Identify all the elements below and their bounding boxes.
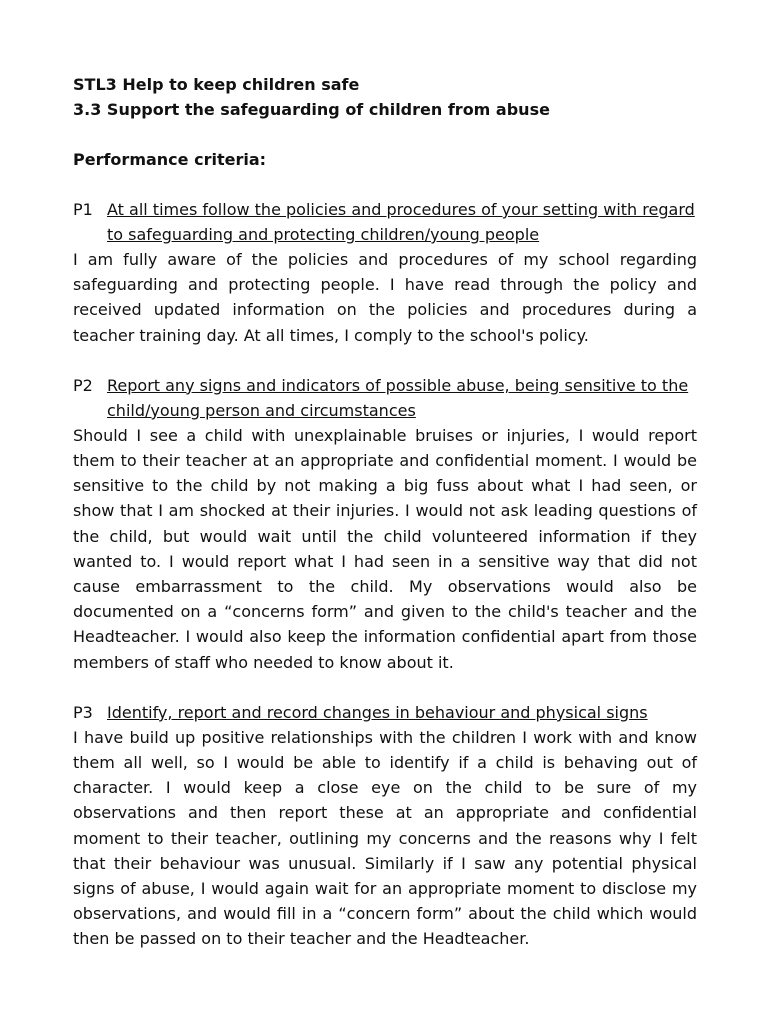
criterion-p3	[73, 700, 697, 952]
criterion-title: At all times follow the policies and procedures of your setting with regard to safeguarding and protecting children/young people	[107, 200, 695, 244]
criterion-heading	[73, 700, 697, 725]
document-subtitle: 3.3 Support the safeguarding of children from abuse	[73, 100, 550, 119]
spacer	[73, 348, 697, 373]
document-title: STL3 Help to keep children safe	[73, 75, 360, 94]
criterion-heading	[73, 373, 697, 423]
spacer	[73, 675, 697, 700]
criterion-heading	[73, 197, 697, 247]
criterion-p1	[73, 197, 697, 348]
criterion-body: I am fully aware of the policies and procedures of my school regarding safeguarding and protecting people. I have read through the policy and received updated information on the policies and procedures during a teacher training day. At all times, I comply to the school's policy.	[73, 250, 697, 345]
criterion-body: I have build up positive relationships with the children I work with and know them all well, so I would be able to identify if a child is behaving out of character. I would keep a close eye on the child to be sure of my observations and then report these at an appropriate and confidential moment to their teacher, outlining my concerns and the reasons why I felt that their behaviour was unusual. Similarly if I saw any potential physical signs of abuse, I would again wait for an appropriate moment to disclose my observations, and would fill in a “concern form” about the child which would then be passed on to their teacher and the Headteacher.	[73, 727, 697, 949]
criterion-id: P2	[73, 375, 93, 395]
criterion-p2	[73, 373, 697, 675]
spacer	[73, 122, 697, 147]
criterion-id: P3	[73, 702, 93, 722]
criterion-id: P1	[73, 200, 93, 219]
spacer	[73, 172, 697, 197]
criterion-title: Identify, report and record changes in behaviour and physical signs	[107, 702, 648, 722]
criteria-heading: Performance criteria:	[73, 150, 267, 169]
criterion-title: Report any signs and indicators of possible abuse, being sensitive to the child/young person and circumstances	[107, 375, 689, 420]
criterion-body: Should I see a child with unexplainable bruises or injuries, I would report them to their teacher at an appropriate and confidential moment. I would be sensitive to the child by not making a big fuss about what I had seen, or show that I am shocked at their injuries. I would not ask leading questions of the child, but would wait until the child volunteered information if they wanted to. I would report what I had seen in a sensitive way that did not cause embarrassment to the child. My observations would also be documented on a “concerns form” and given to the child's teacher and the Headteacher. I would also keep the information confidential apart from those members of staff who needed to know about it.	[73, 425, 697, 672]
document-page	[73, 72, 697, 952]
